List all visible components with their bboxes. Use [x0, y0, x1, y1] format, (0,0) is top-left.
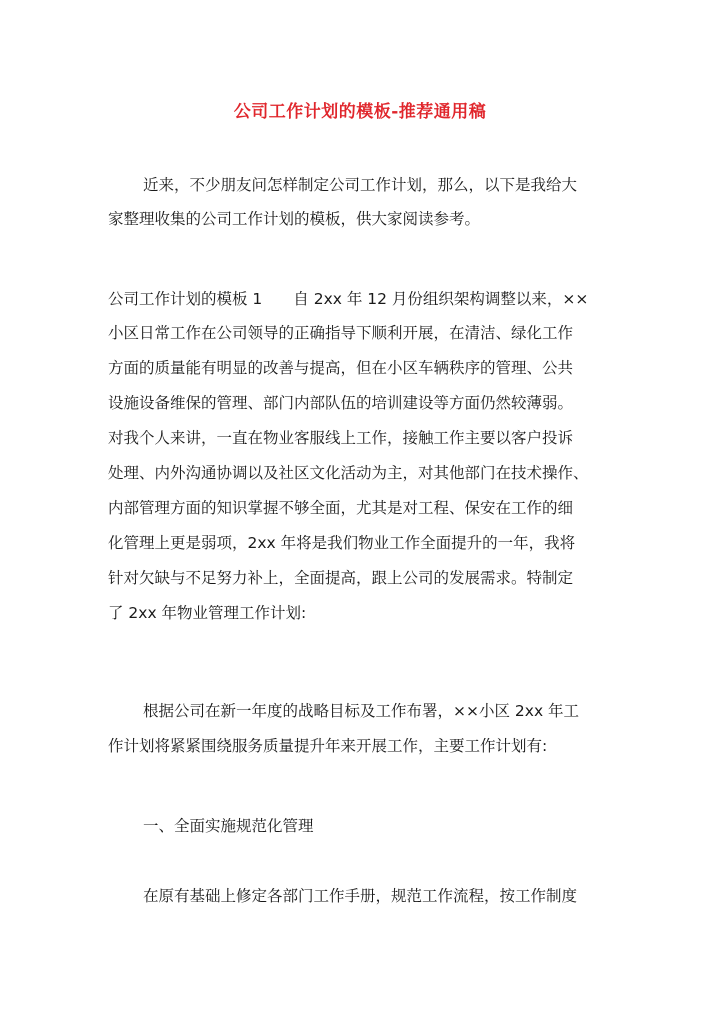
- template1-line-3: 方面的质量能有明显的改善与提高，但在小区车辆秩序的管理、公共: [108, 359, 574, 377]
- template1-line-8: 化管理上更是弱项，2xx 年将是我们物业工作全面提升的一年，我将: [108, 534, 576, 552]
- template1-line-7: 内部管理方面的知识掌握不够全面，尤其是对工程、保安在工作的细: [108, 499, 574, 517]
- template1-line-2: 小区日常工作在公司领导的正确指导下顺利开展，在清洁、绿化工作: [108, 324, 574, 342]
- document-title: 公司工作计划的模板-推荐通用稿: [233, 102, 487, 122]
- template1-line-6: 处理、内外沟通协调以及社区文化活动为主，对其他部门在技术操作、: [108, 464, 589, 482]
- template1-line-10: 了 2xx 年物业管理工作计划:: [108, 604, 307, 622]
- basis-line-1: 根据公司在新一年度的战略目标及工作布署，××小区 2xx 年工: [143, 702, 580, 720]
- template1-line-1: 公司工作计划的模板 1 自 2xx 年 12 月份组织架构调整以来，××: [108, 290, 589, 308]
- template1-line-9: 针对欠缺与不足努力补上，全面提高，跟上公司的发展需求。特制定: [108, 569, 574, 587]
- template1-line-5: 对我个人来讲，一直在物业客服线上工作，接触工作主要以客户投诉: [108, 429, 574, 447]
- template1-line-4: 设施设备维保的管理、部门内部队伍的培训建设等方面仍然较薄弱。: [108, 394, 574, 412]
- intro-line-2: 家整理收集的公司工作计划的模板，供大家阅读参考。: [108, 210, 481, 228]
- section1-text-line-1: 在原有基础上修定各部门工作手册，规范工作流程，按工作制度: [143, 887, 578, 905]
- intro-line-1: 近来，不少朋友问怎样制定公司工作计划，那么，以下是我给大: [143, 176, 578, 194]
- section1-heading: 一、全面实施规范化管理: [143, 817, 314, 835]
- basis-line-2: 作计划将紧紧围绕服务质量提升年来开展工作，主要工作计划有:: [108, 737, 548, 755]
